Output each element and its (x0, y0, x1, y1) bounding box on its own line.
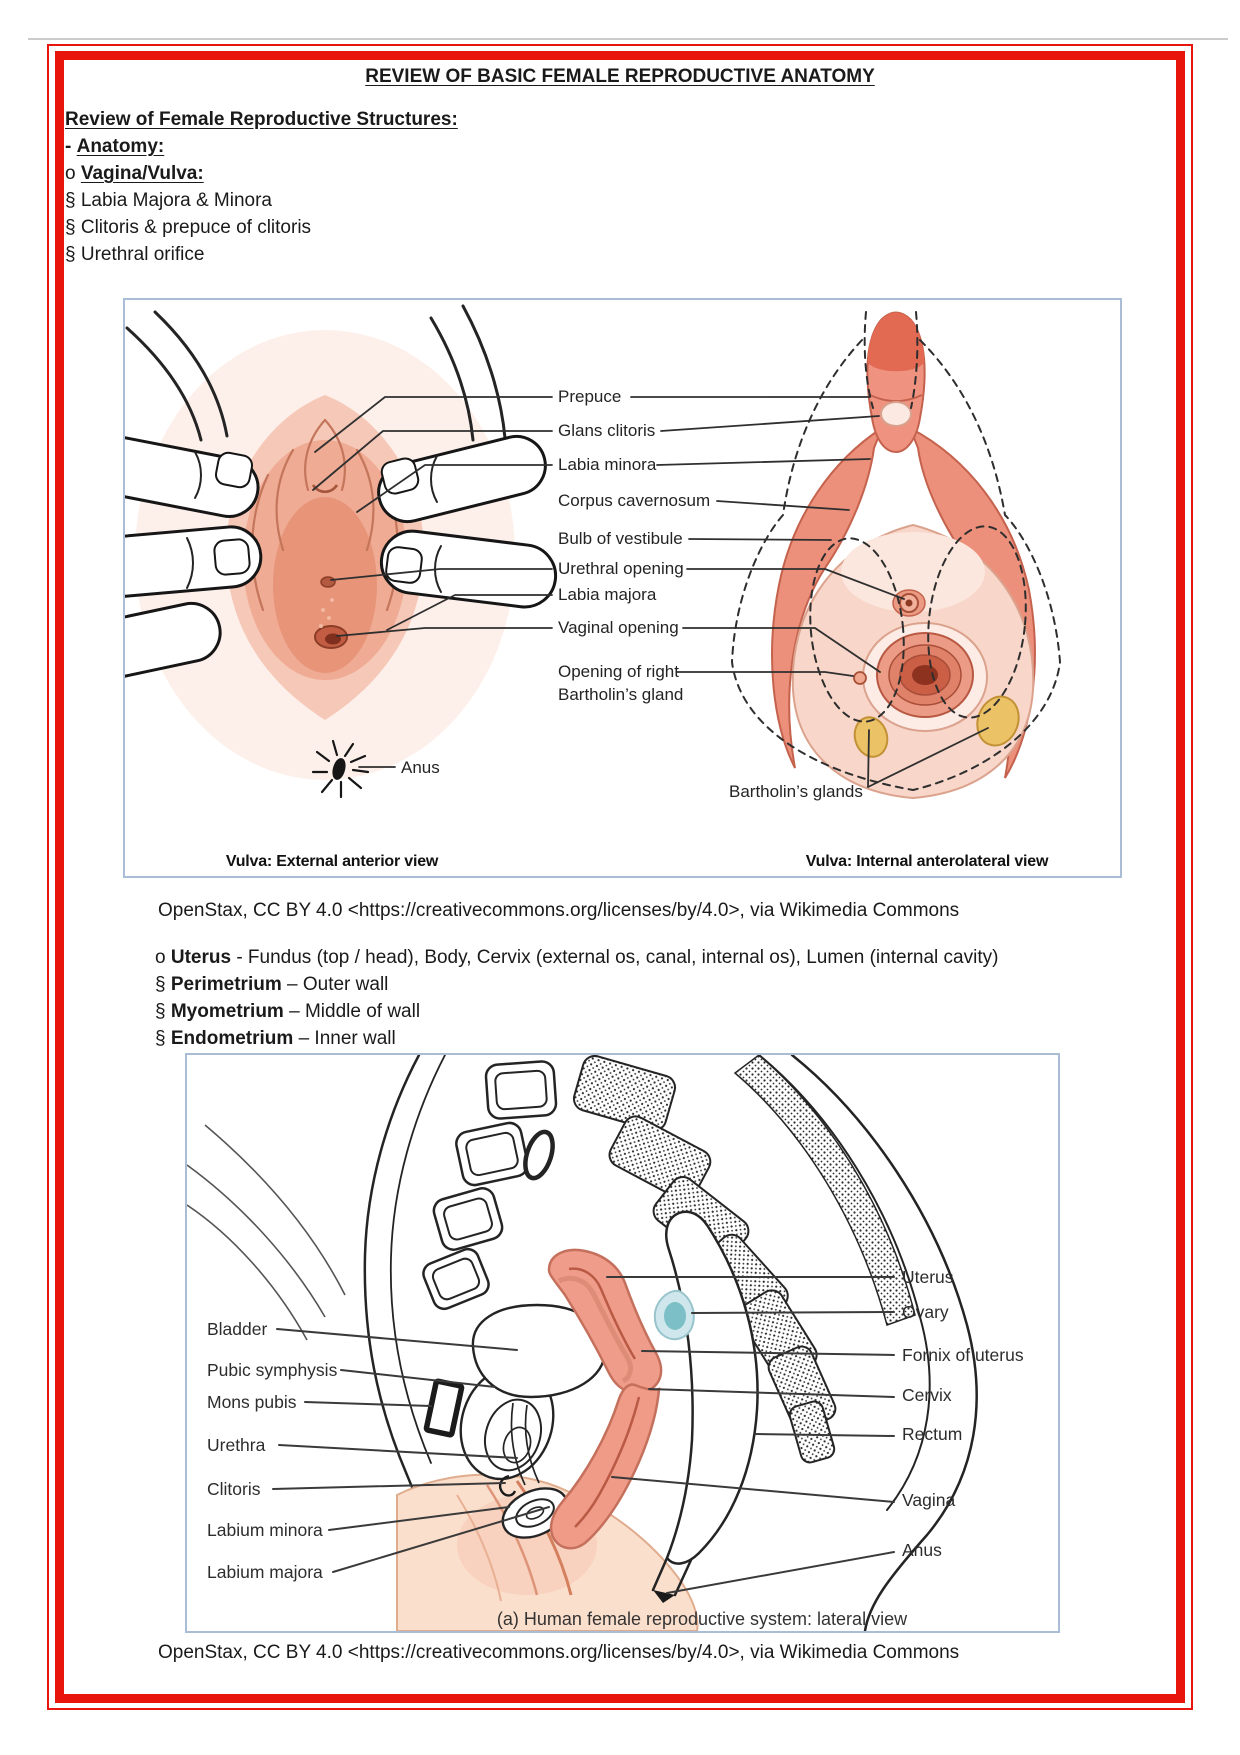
figure-label: Labium majora (207, 1562, 323, 1582)
vulva-internal-view-art (732, 312, 1060, 798)
figure-label: Labia majora (558, 585, 657, 604)
intro-bullet: § Clitoris & prepuce of clitoris (65, 217, 312, 238)
figure-label: Bartholin’s glands (729, 782, 863, 801)
vulva-external-view-art (125, 306, 559, 797)
figure-label: Urethra (207, 1435, 266, 1455)
figure1-attribution: OpenStax, CC BY 4.0 <https://creativecommons.org/licenses/by/4.0>, via Wikimedia Commons (158, 900, 960, 921)
uterus-heading: o Uterus - Fundus (top / head), Body, Cervix (external os, canal, internal os), Lumen (internal cavity) (155, 947, 999, 968)
uterus-bullet: § Endometrium – Inner wall (155, 1028, 396, 1049)
figure-lateral-illustration (187, 1055, 1058, 1631)
figure-caption-left: Vulva: External anterior view (225, 853, 439, 870)
figure-label: Vagina (902, 1490, 956, 1510)
figure-caption: (a) Human female reproductive system: lateral view (496, 1609, 908, 1629)
mons-pubis-marker (426, 1381, 462, 1435)
figure-label: Anus (902, 1540, 942, 1560)
scan-artifact-line (28, 38, 1228, 40)
uterus-section (155, 944, 998, 1052)
figure-label: Bulb of vestibule (558, 529, 683, 548)
figure-label: Ovary (902, 1302, 949, 1322)
intro-vulva: o Vagina/Vulva: (65, 163, 204, 184)
figure-label: Bartholin’s gland (558, 685, 684, 704)
figure-label: Glans clitoris (558, 421, 656, 440)
figure-label: Corpus cavernosum (558, 491, 711, 510)
intro-section (65, 106, 458, 268)
figure2-attribution: OpenStax, CC BY 4.0 <https://creativecommons.org/licenses/by/4.0>, via Wikimedia Commons (158, 1642, 960, 1663)
figure-label: Fornix of uterus (902, 1345, 1024, 1365)
uterus-bullet: § Perimetrium – Outer wall (155, 974, 389, 995)
figure-label: Anus (401, 758, 440, 777)
figure-label: Vaginal opening (558, 618, 679, 637)
figure-label: Rectum (902, 1424, 963, 1444)
figure-label: Labium minora (207, 1520, 323, 1540)
figure-label: Opening of right (558, 662, 679, 681)
uterus-bullet: § Myometrium – Middle of wall (155, 1001, 421, 1022)
figure-label: Pubic symphysis (207, 1360, 338, 1380)
figure-vulva (123, 298, 1122, 878)
figure-label: Urethral opening (558, 559, 684, 578)
intro-anatomy: - Anatomy: (65, 136, 165, 157)
figure-label: Mons pubis (207, 1392, 297, 1412)
figure-label: Clitoris (207, 1479, 261, 1499)
figure-label: Prepuce (558, 387, 622, 406)
intro-bullet: § Urethral orifice (65, 244, 205, 265)
figure-label: Uterus (902, 1267, 954, 1287)
figure-lateral-view (185, 1053, 1060, 1633)
intro-heading: Review of Female Reproductive Structures: (65, 109, 458, 130)
intro-bullet: § Labia Majora & Minora (65, 190, 272, 211)
figure-label: Bladder (207, 1319, 268, 1339)
figure-vulva-illustration (125, 300, 1120, 876)
figure-label: Cervix (902, 1385, 952, 1405)
figure-caption-right: Vulva: Internal anterolateral view (805, 853, 1049, 870)
figure-label: Labia minora (558, 455, 657, 474)
page-title: REVIEW OF BASIC FEMALE REPRODUCTIVE ANATOMY (365, 66, 875, 87)
